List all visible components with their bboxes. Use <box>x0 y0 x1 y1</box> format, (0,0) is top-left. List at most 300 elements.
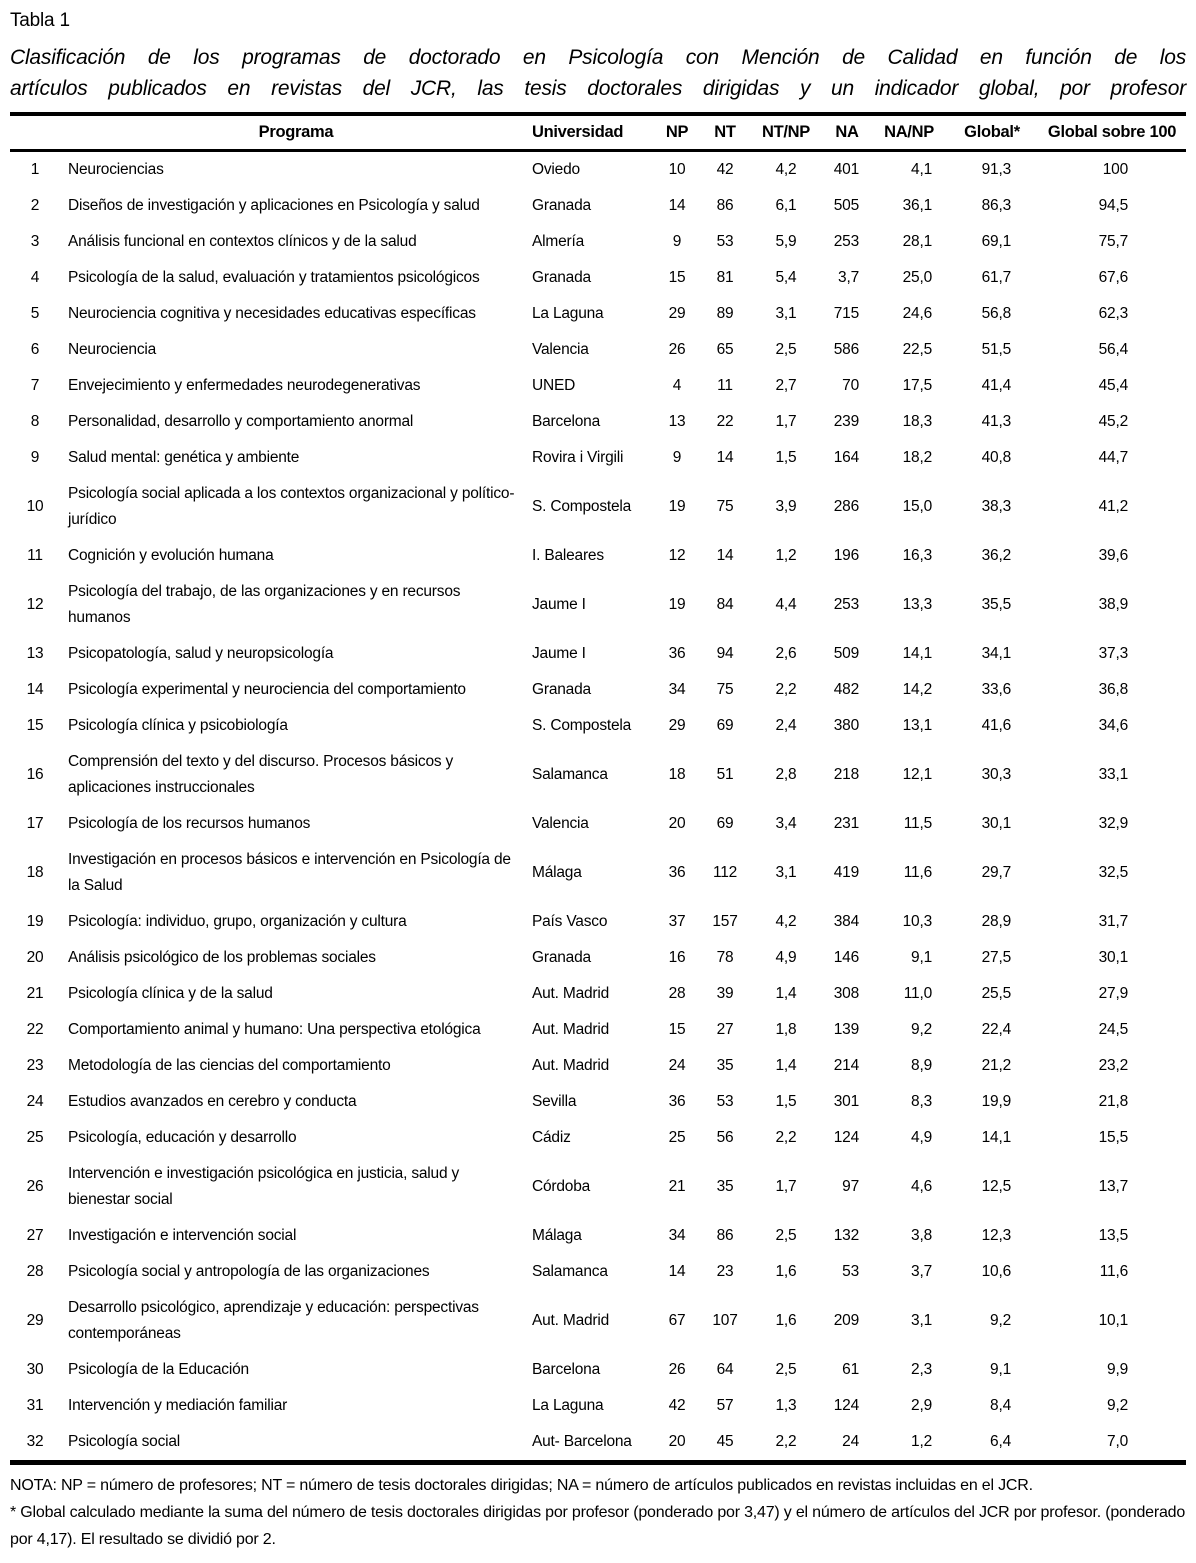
table-row <box>10 188 1186 224</box>
global100-cell: 13,5 <box>1098 1227 1128 1244</box>
nanp-cell: 25,0 <box>902 269 932 286</box>
global-cell: 28,9 <box>981 913 1011 930</box>
na-cell: 286 <box>833 498 859 515</box>
programa-cell: Psicología social aplicada a los contextos organizacional y político-jurídico <box>68 485 515 528</box>
np-cell: 20 <box>668 815 686 832</box>
ntnp-cell: 1,7 <box>775 413 797 430</box>
programa-cell: Psicología social y antropología de las organizaciones <box>68 1263 430 1280</box>
note-global-formula: * Global calculado mediante la suma del número de tesis doctorales dirigidas por profesor (ponderado por 3,47) y el número de artículos del JCR por profesor. (ponderado por 4,17). El resultado se dividió por 2. <box>10 1504 1186 1548</box>
table-row <box>10 404 1186 440</box>
rank-cell: 1 <box>30 161 40 178</box>
np-cell: 28 <box>668 985 686 1002</box>
nt-cell: 112 <box>712 864 738 881</box>
rank-cell: 21 <box>26 985 44 1002</box>
nt-cell: 57 <box>716 1397 734 1414</box>
global-cell: 25,5 <box>981 985 1011 1002</box>
ntnp-cell: 4,9 <box>775 949 797 966</box>
universidad-column-header: Universidad <box>532 114 654 151</box>
ntnp-cell: 1,8 <box>775 1021 797 1038</box>
table-row <box>10 440 1186 476</box>
rank-cell: 27 <box>26 1227 44 1244</box>
nt-cell: 14 <box>716 449 734 466</box>
table-header <box>10 114 1186 151</box>
nanp-cell: 13,1 <box>902 717 932 734</box>
ntnp-cell: 2,5 <box>775 341 797 358</box>
programa-cell: Intervención e investigación psicológica en justicia, salud y bienestar social <box>68 1165 460 1208</box>
rank-cell: 28 <box>26 1263 44 1280</box>
global100-cell: 15,5 <box>1098 1129 1128 1146</box>
nt-cell: 53 <box>716 1093 734 1110</box>
global100-cell: 24,5 <box>1098 1021 1128 1038</box>
global-cell: 41,6 <box>981 717 1011 734</box>
table-row <box>10 1120 1186 1156</box>
table-row <box>10 1352 1186 1388</box>
global100-cell: 94,5 <box>1098 197 1128 214</box>
programa-cell: Psicopatología, salud y neuropsicología <box>68 645 334 662</box>
np-cell: 67 <box>668 1312 686 1329</box>
global100-cell: 9,2 <box>1107 1397 1128 1414</box>
rank-cell: 30 <box>26 1361 44 1378</box>
na-cell: 209 <box>833 1312 859 1329</box>
programa-cell: Diseños de investigación y aplicaciones en Psicología y salud <box>68 197 480 214</box>
universidad-cell: Málaga <box>532 1227 582 1244</box>
table-label: Tabla 1 <box>10 10 70 31</box>
rank-cell: 8 <box>30 413 40 430</box>
programa-cell: Personalidad, desarrollo y comportamiento anormal <box>68 413 414 430</box>
universidad-cell: País Vasco <box>532 913 608 930</box>
ntnp-cell: 2,6 <box>775 645 797 662</box>
nanp-cell: 2,3 <box>911 1361 932 1378</box>
nanp-cell: 11,5 <box>903 815 932 832</box>
ntnp-cell: 5,4 <box>775 269 797 286</box>
nanp-cell: 11,0 <box>903 985 932 1002</box>
global100-cell: 27,9 <box>1098 985 1128 1002</box>
nanp-cell: 3,7 <box>911 1263 932 1280</box>
na-cell: 308 <box>833 985 859 1002</box>
na-cell: 301 <box>833 1093 859 1110</box>
global100-cell: 37,3 <box>1098 645 1128 662</box>
universidad-cell: La Laguna <box>532 305 604 322</box>
np-cell: 14 <box>668 197 686 214</box>
rank-cell: 11 <box>27 547 43 564</box>
global100-cell: 36,8 <box>1098 681 1128 698</box>
table-row <box>10 538 1186 574</box>
universidad-cell: Barcelona <box>532 413 600 430</box>
nanp-column-header: NA/NP <box>872 114 946 151</box>
nanp-cell: 36,1 <box>902 197 932 214</box>
universidad-cell: Rovira i Virgili <box>532 449 624 466</box>
universidad-cell: Valencia <box>532 341 589 358</box>
rank-column-header <box>10 114 60 151</box>
rank-cell: 25 <box>26 1129 44 1146</box>
programa-cell: Envejecimiento y enfermedades neurodegenerativas <box>68 377 421 394</box>
na-cell: 218 <box>833 766 859 783</box>
np-cell: 9 <box>672 233 682 250</box>
na-cell: 239 <box>833 413 859 430</box>
global100-cell: 32,5 <box>1098 864 1128 881</box>
universidad-cell: Cádiz <box>532 1129 571 1146</box>
global100-cell: 13,7 <box>1098 1178 1128 1195</box>
header-row <box>10 114 1186 151</box>
programa-cell: Estudios avanzados en cerebro y conducta <box>68 1093 357 1110</box>
np-cell: 20 <box>654 1424 700 1463</box>
nt-cell: 84 <box>716 596 734 613</box>
nt-cell: 69 <box>716 815 734 832</box>
global-cell: 41,4 <box>981 377 1011 394</box>
nanp-cell: 14,1 <box>902 645 932 662</box>
ntnp-cell: 1,4 <box>775 985 797 1002</box>
nanp-cell: 16,3 <box>902 547 932 564</box>
table-row <box>10 672 1186 708</box>
universidad-cell: Salamanca <box>532 766 608 783</box>
na-cell: 505 <box>833 197 859 214</box>
nt-cell: 89 <box>716 305 734 322</box>
rank-cell: 5 <box>30 305 40 322</box>
rank-cell: 14 <box>26 681 44 698</box>
na-cell: 384 <box>833 913 859 930</box>
global100-cell: 41,2 <box>1098 498 1128 515</box>
nt-column-header: NT <box>700 114 750 151</box>
na-cell: 231 <box>833 815 859 832</box>
programa-cell: Investigación en procesos básicos e intervención en Psicología de la Salud <box>68 851 511 894</box>
nt-cell: 75 <box>716 498 734 515</box>
np-cell: 36 <box>668 1093 686 1110</box>
na-cell: 164 <box>833 449 859 466</box>
np-cell: 36 <box>668 864 686 881</box>
np-cell: 13 <box>668 413 686 430</box>
table-row <box>10 574 1186 636</box>
np-cell: 14 <box>668 1263 686 1280</box>
nt-cell: 86 <box>716 197 734 214</box>
na-cell: 401 <box>833 161 859 178</box>
table-row <box>10 260 1186 296</box>
np-cell: 42 <box>668 1397 686 1414</box>
rank-cell: 9 <box>30 449 40 466</box>
nt-cell: 86 <box>716 1227 734 1244</box>
nanp-cell: 11,6 <box>903 864 932 881</box>
global-cell: 86,3 <box>981 197 1011 214</box>
ntnp-cell: 1,6 <box>775 1263 797 1280</box>
global-cell: 51,5 <box>981 341 1011 358</box>
table-row <box>10 708 1186 744</box>
ntnp-cell: 4,4 <box>775 596 797 613</box>
universidad-cell: Granada <box>532 197 591 214</box>
ntnp-cell: 4,2 <box>775 161 797 178</box>
ntnp-cell: 5,9 <box>775 233 797 250</box>
nanp-cell: 15,0 <box>902 498 932 515</box>
global-cell: 41,3 <box>981 413 1011 430</box>
programa-cell: Neurociencias <box>68 161 164 178</box>
nt-cell: 11 <box>717 377 733 394</box>
universidad-cell: Granada <box>532 681 591 698</box>
rank-cell: 12 <box>26 596 44 613</box>
rank-cell: 32 <box>10 1424 60 1463</box>
nanp-cell: 22,5 <box>902 341 932 358</box>
global-cell: 56,8 <box>981 305 1011 322</box>
global-cell: 12,3 <box>981 1227 1011 1244</box>
global100-cell: 34,6 <box>1098 717 1128 734</box>
table-title-line-1: Clasificación de los programas de doctorado en Psicología con Mención de Calidad en función de los <box>10 46 1186 69</box>
np-cell: 29 <box>668 305 686 322</box>
nt-cell: 65 <box>716 341 734 358</box>
global-cell: 14,1 <box>981 1129 1011 1146</box>
ntnp-cell: 3,4 <box>775 815 797 832</box>
rank-cell: 19 <box>26 913 44 930</box>
rank-cell: 29 <box>26 1312 44 1329</box>
universidad-cell: Aut. Madrid <box>532 1057 610 1074</box>
np-cell: 19 <box>668 596 686 613</box>
ntnp-cell: 1,4 <box>775 1057 797 1074</box>
global-cell: 35,5 <box>981 596 1011 613</box>
global-column-header: Global* <box>946 114 1038 151</box>
universidad-cell: Jaume I <box>532 596 586 613</box>
table-title <box>10 42 1186 104</box>
global-cell: 69,1 <box>981 233 1011 250</box>
programa-cell: Cognición y evolución humana <box>68 547 274 564</box>
nanp-cell: 3,1 <box>911 1312 932 1329</box>
ntnp-cell: 2,2 <box>775 1129 797 1146</box>
universidad-cell: Almería <box>532 233 585 250</box>
global-cell: 33,6 <box>981 681 1011 698</box>
global-cell: 91,3 <box>981 161 1011 178</box>
np-cell: 36 <box>668 645 686 662</box>
programa-cell: Intervención y mediación familiar <box>68 1397 288 1414</box>
nt-cell: 45 <box>700 1424 750 1463</box>
table-row <box>10 940 1186 976</box>
nt-cell: 75 <box>716 681 734 698</box>
global100-cell: 7,0 <box>1038 1424 1186 1463</box>
na-cell: 24 <box>822 1424 872 1463</box>
ntnp-cell: 1,5 <box>775 1093 797 1110</box>
np-cell: 15 <box>668 269 686 286</box>
table-row <box>10 151 1186 189</box>
na-cell: 132 <box>833 1227 859 1244</box>
nt-cell: 14 <box>716 547 734 564</box>
nanp-cell: 9,2 <box>911 1021 932 1038</box>
global100-cell: 39,6 <box>1098 547 1128 564</box>
ntnp-cell: 2,7 <box>775 377 797 394</box>
universidad-cell: Aut- Barcelona <box>532 1424 654 1463</box>
global100-cell: 45,2 <box>1098 413 1128 430</box>
nt-cell: 27 <box>716 1021 734 1038</box>
universidad-cell: Granada <box>532 269 591 286</box>
global-cell: 6,4 <box>946 1424 1038 1463</box>
global100-cell: 56,4 <box>1098 341 1128 358</box>
universidad-cell: Valencia <box>532 815 589 832</box>
global-cell: 29,7 <box>981 864 1011 881</box>
nanp-cell: 8,9 <box>911 1057 932 1074</box>
table-row <box>10 636 1186 672</box>
rank-cell: 6 <box>30 341 40 358</box>
na-cell: 253 <box>833 596 859 613</box>
programa-cell: Psicología, educación y desarrollo <box>68 1129 297 1146</box>
universidad-cell: Jaume I <box>532 645 586 662</box>
global100-cell: 9,9 <box>1107 1361 1128 1378</box>
global100-cell: 62,3 <box>1098 305 1128 322</box>
programa-cell: Neurociencia <box>68 341 157 358</box>
np-cell: 15 <box>668 1021 686 1038</box>
table-row <box>10 904 1186 940</box>
programa-cell: Análisis funcional en contextos clínicos y de la salud <box>68 233 417 250</box>
nanp-cell: 12,1 <box>902 766 932 783</box>
np-cell: 10 <box>668 161 686 178</box>
rank-cell: 23 <box>26 1057 44 1074</box>
ntnp-cell: 1,5 <box>775 449 797 466</box>
programa-column-header: Programa <box>60 114 532 151</box>
ntnp-cell: 3,9 <box>775 498 797 515</box>
table-row <box>10 1048 1186 1084</box>
rank-cell: 26 <box>26 1178 44 1195</box>
universidad-cell: Aut. Madrid <box>532 985 610 1002</box>
rank-cell: 17 <box>26 815 44 832</box>
nt-cell: 157 <box>712 913 738 930</box>
np-column-header: NP <box>654 114 700 151</box>
global-cell: 36,2 <box>981 547 1011 564</box>
na-cell: 214 <box>833 1057 859 1074</box>
nanp-cell: 14,2 <box>902 681 932 698</box>
np-cell: 37 <box>668 913 686 930</box>
programa-cell: Psicología experimental y neurociencia del comportamiento <box>68 681 466 698</box>
global-cell: 21,2 <box>981 1057 1011 1074</box>
table-title-line-2: artículos publicados en revistas del JCR, las tesis doctorales dirigidas y un indicador global, por profesor <box>10 77 1186 100</box>
global-cell: 30,1 <box>981 815 1011 832</box>
table-row <box>10 976 1186 1012</box>
table-body <box>10 151 1186 1463</box>
ntnp-cell: 4,2 <box>775 913 797 930</box>
universidad-cell: Salamanca <box>532 1263 608 1280</box>
ntnp-cell: 6,1 <box>775 197 797 214</box>
nanp-cell: 18,3 <box>902 413 932 430</box>
rank-cell: 22 <box>26 1021 44 1038</box>
nanp-cell: 18,2 <box>902 449 932 466</box>
nt-cell: 35 <box>716 1057 734 1074</box>
global-cell: 30,3 <box>981 766 1011 783</box>
ntnp-cell: 2,8 <box>775 766 797 783</box>
ntnp-cell: 1,7 <box>775 1178 797 1195</box>
rank-cell: 18 <box>26 864 44 881</box>
nt-cell: 69 <box>716 717 734 734</box>
np-cell: 24 <box>668 1057 686 1074</box>
programa-cell: Psicología de los recursos humanos <box>68 815 311 832</box>
na-column-header: NA <box>822 114 872 151</box>
ntnp-cell: 2,2 <box>750 1424 822 1463</box>
programa-cell: Psicología clínica y de la salud <box>68 985 273 1002</box>
nt-cell: 42 <box>716 161 734 178</box>
table-row <box>10 1084 1186 1120</box>
nanp-cell: 13,3 <box>902 596 932 613</box>
ntnp-cell: 1,2 <box>775 547 797 564</box>
global-cell: 38,3 <box>981 498 1011 515</box>
table-row <box>10 842 1186 904</box>
nt-cell: 78 <box>716 949 734 966</box>
global100-cell: 23,2 <box>1098 1057 1128 1074</box>
na-cell: 253 <box>833 233 859 250</box>
na-cell: 139 <box>833 1021 859 1038</box>
na-cell: 419 <box>833 864 859 881</box>
na-cell: 196 <box>833 547 859 564</box>
global100-cell: 33,1 <box>1098 766 1128 783</box>
global100-cell: 32,9 <box>1098 815 1128 832</box>
nt-cell: 51 <box>716 766 734 783</box>
na-cell: 715 <box>833 305 859 322</box>
np-cell: 34 <box>668 1227 686 1244</box>
na-cell: 97 <box>842 1178 859 1195</box>
na-cell: 124 <box>833 1397 859 1414</box>
universidad-cell: S. Compostela <box>532 717 632 734</box>
np-cell: 29 <box>668 717 686 734</box>
ranking-table <box>10 112 1186 1465</box>
table-row <box>10 1254 1186 1290</box>
np-cell: 18 <box>668 766 686 783</box>
rank-cell: 2 <box>30 197 40 214</box>
table-row <box>10 476 1186 538</box>
rank-cell: 16 <box>26 766 44 783</box>
rank-cell: 3 <box>30 233 40 250</box>
np-cell: 25 <box>668 1129 686 1146</box>
na-cell: 482 <box>833 681 859 698</box>
ntnp-cell: 1,6 <box>775 1312 797 1329</box>
programa-cell: Psicología del trabajo, de las organizaciones y en recursos humanos <box>68 583 461 626</box>
global-cell: 61,7 <box>981 269 1011 286</box>
nanp-cell: 10,3 <box>902 913 932 930</box>
universidad-cell: S. Compostela <box>532 498 632 515</box>
programa-cell: Salud mental: genética y ambiente <box>68 449 300 466</box>
table-row <box>10 1424 1186 1463</box>
ntnp-cell: 3,1 <box>775 864 797 881</box>
programa-cell: Desarrollo psicológico, aprendizaje y educación: perspectivas contemporáneas <box>68 1299 479 1342</box>
universidad-cell: Aut. Madrid <box>532 1312 610 1329</box>
np-cell: 4 <box>672 377 682 394</box>
universidad-cell: Sevilla <box>532 1093 577 1110</box>
nanp-cell: 9,1 <box>911 949 932 966</box>
global100-cell: 38,9 <box>1098 596 1128 613</box>
global-cell: 9,2 <box>990 1312 1011 1329</box>
nt-cell: 94 <box>716 645 734 662</box>
nanp-cell: 4,6 <box>911 1178 932 1195</box>
rank-cell: 7 <box>30 377 40 394</box>
global100-cell: 44,7 <box>1098 449 1128 466</box>
global-cell: 10,6 <box>981 1263 1011 1280</box>
na-cell: 380 <box>833 717 859 734</box>
np-cell: 9 <box>672 449 682 466</box>
table-row <box>10 296 1186 332</box>
ntnp-cell: 2,5 <box>775 1227 797 1244</box>
global100-cell: 10,1 <box>1098 1312 1128 1329</box>
nt-cell: 39 <box>716 985 734 1002</box>
na-cell: 70 <box>842 377 859 394</box>
global-cell: 12,5 <box>981 1178 1011 1195</box>
global-cell: 27,5 <box>981 949 1011 966</box>
table-row <box>10 1388 1186 1424</box>
nt-cell: 53 <box>716 233 734 250</box>
universidad-cell: I. Baleares <box>532 547 604 564</box>
global100-cell: 75,7 <box>1098 233 1128 250</box>
global100-column-header: Global sobre 100 <box>1038 114 1186 151</box>
table-row <box>10 368 1186 404</box>
programa-cell: Psicología: individuo, grupo, organización y cultura <box>68 913 407 930</box>
universidad-cell: Barcelona <box>532 1361 600 1378</box>
global-cell: 22,4 <box>981 1021 1011 1038</box>
universidad-cell: Aut. Madrid <box>532 1021 610 1038</box>
ntnp-cell: 2,2 <box>775 681 797 698</box>
rank-cell: 24 <box>26 1093 44 1110</box>
global-cell: 19,9 <box>981 1093 1011 1110</box>
nanp-cell: 1,2 <box>872 1424 946 1463</box>
programa-cell: Comprensión del texto y del discurso. Procesos básicos y aplicaciones instruccionales <box>68 753 454 796</box>
programa-cell: Psicología de la Educación <box>68 1361 249 1378</box>
np-cell: 34 <box>668 681 686 698</box>
ntnp-column-header: NT/NP <box>750 114 822 151</box>
